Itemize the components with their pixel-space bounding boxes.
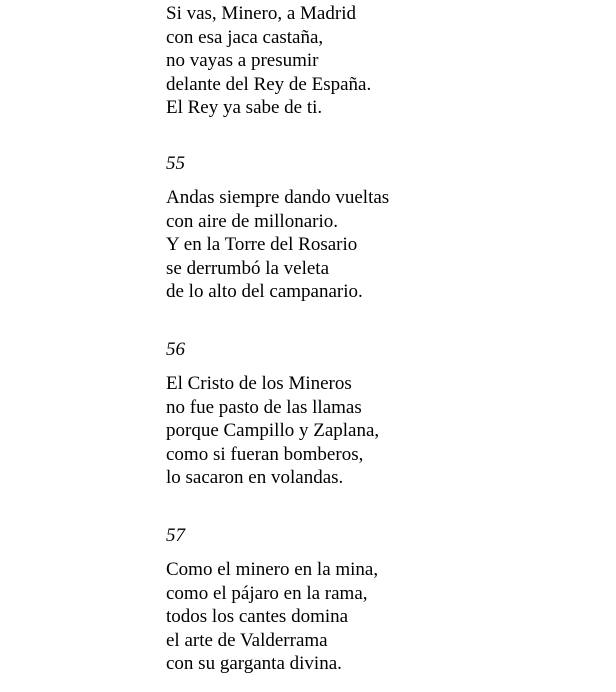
verse-line: el arte de Valderrama [166,629,328,651]
verse-line: El Cristo de los Mineros [166,373,352,394]
verse-line: El Rey ya sabe de ti. [166,97,323,119]
verse-line: todos los cantes domina [166,606,349,628]
verse-line: se derrumbó la veleta [166,257,330,279]
stanza-number: 57 [166,525,185,546]
verse-line: Y en la Torre del Rosario [166,234,358,256]
verse-line: con su garganta divina. [166,653,342,675]
verse-line: no vayas a presumir [166,50,319,72]
stanza-56 [166,372,379,490]
stanza-54-continuation [166,2,371,120]
verse-line: con esa jaca castaña, [166,26,324,48]
stanza-number: 56 [166,339,185,360]
verse-line: como si fueran bomberos, [166,443,364,465]
verse-line: Andas siempre dando vueltas [166,187,390,208]
stanza-57 [166,558,378,676]
verse-line: de lo alto del campanario. [166,281,363,303]
verse-line: lo sacaron en volandas. [166,467,344,489]
stanza-55 [166,186,389,304]
verse-line: no fue pasto de las llamas [166,396,362,418]
verse-line: Como el minero en la mina, [166,559,379,580]
stanza-number: 55 [166,153,185,174]
verse-line: Si vas, Minero, a Madrid [166,3,356,24]
verse-line: delante del Rey de España. [166,73,372,95]
verse-line: porque Campillo y Zaplana, [166,420,380,442]
verse-line: como el pájaro en la rama, [166,582,368,604]
verse-line: con aire de millonario. [166,210,338,232]
